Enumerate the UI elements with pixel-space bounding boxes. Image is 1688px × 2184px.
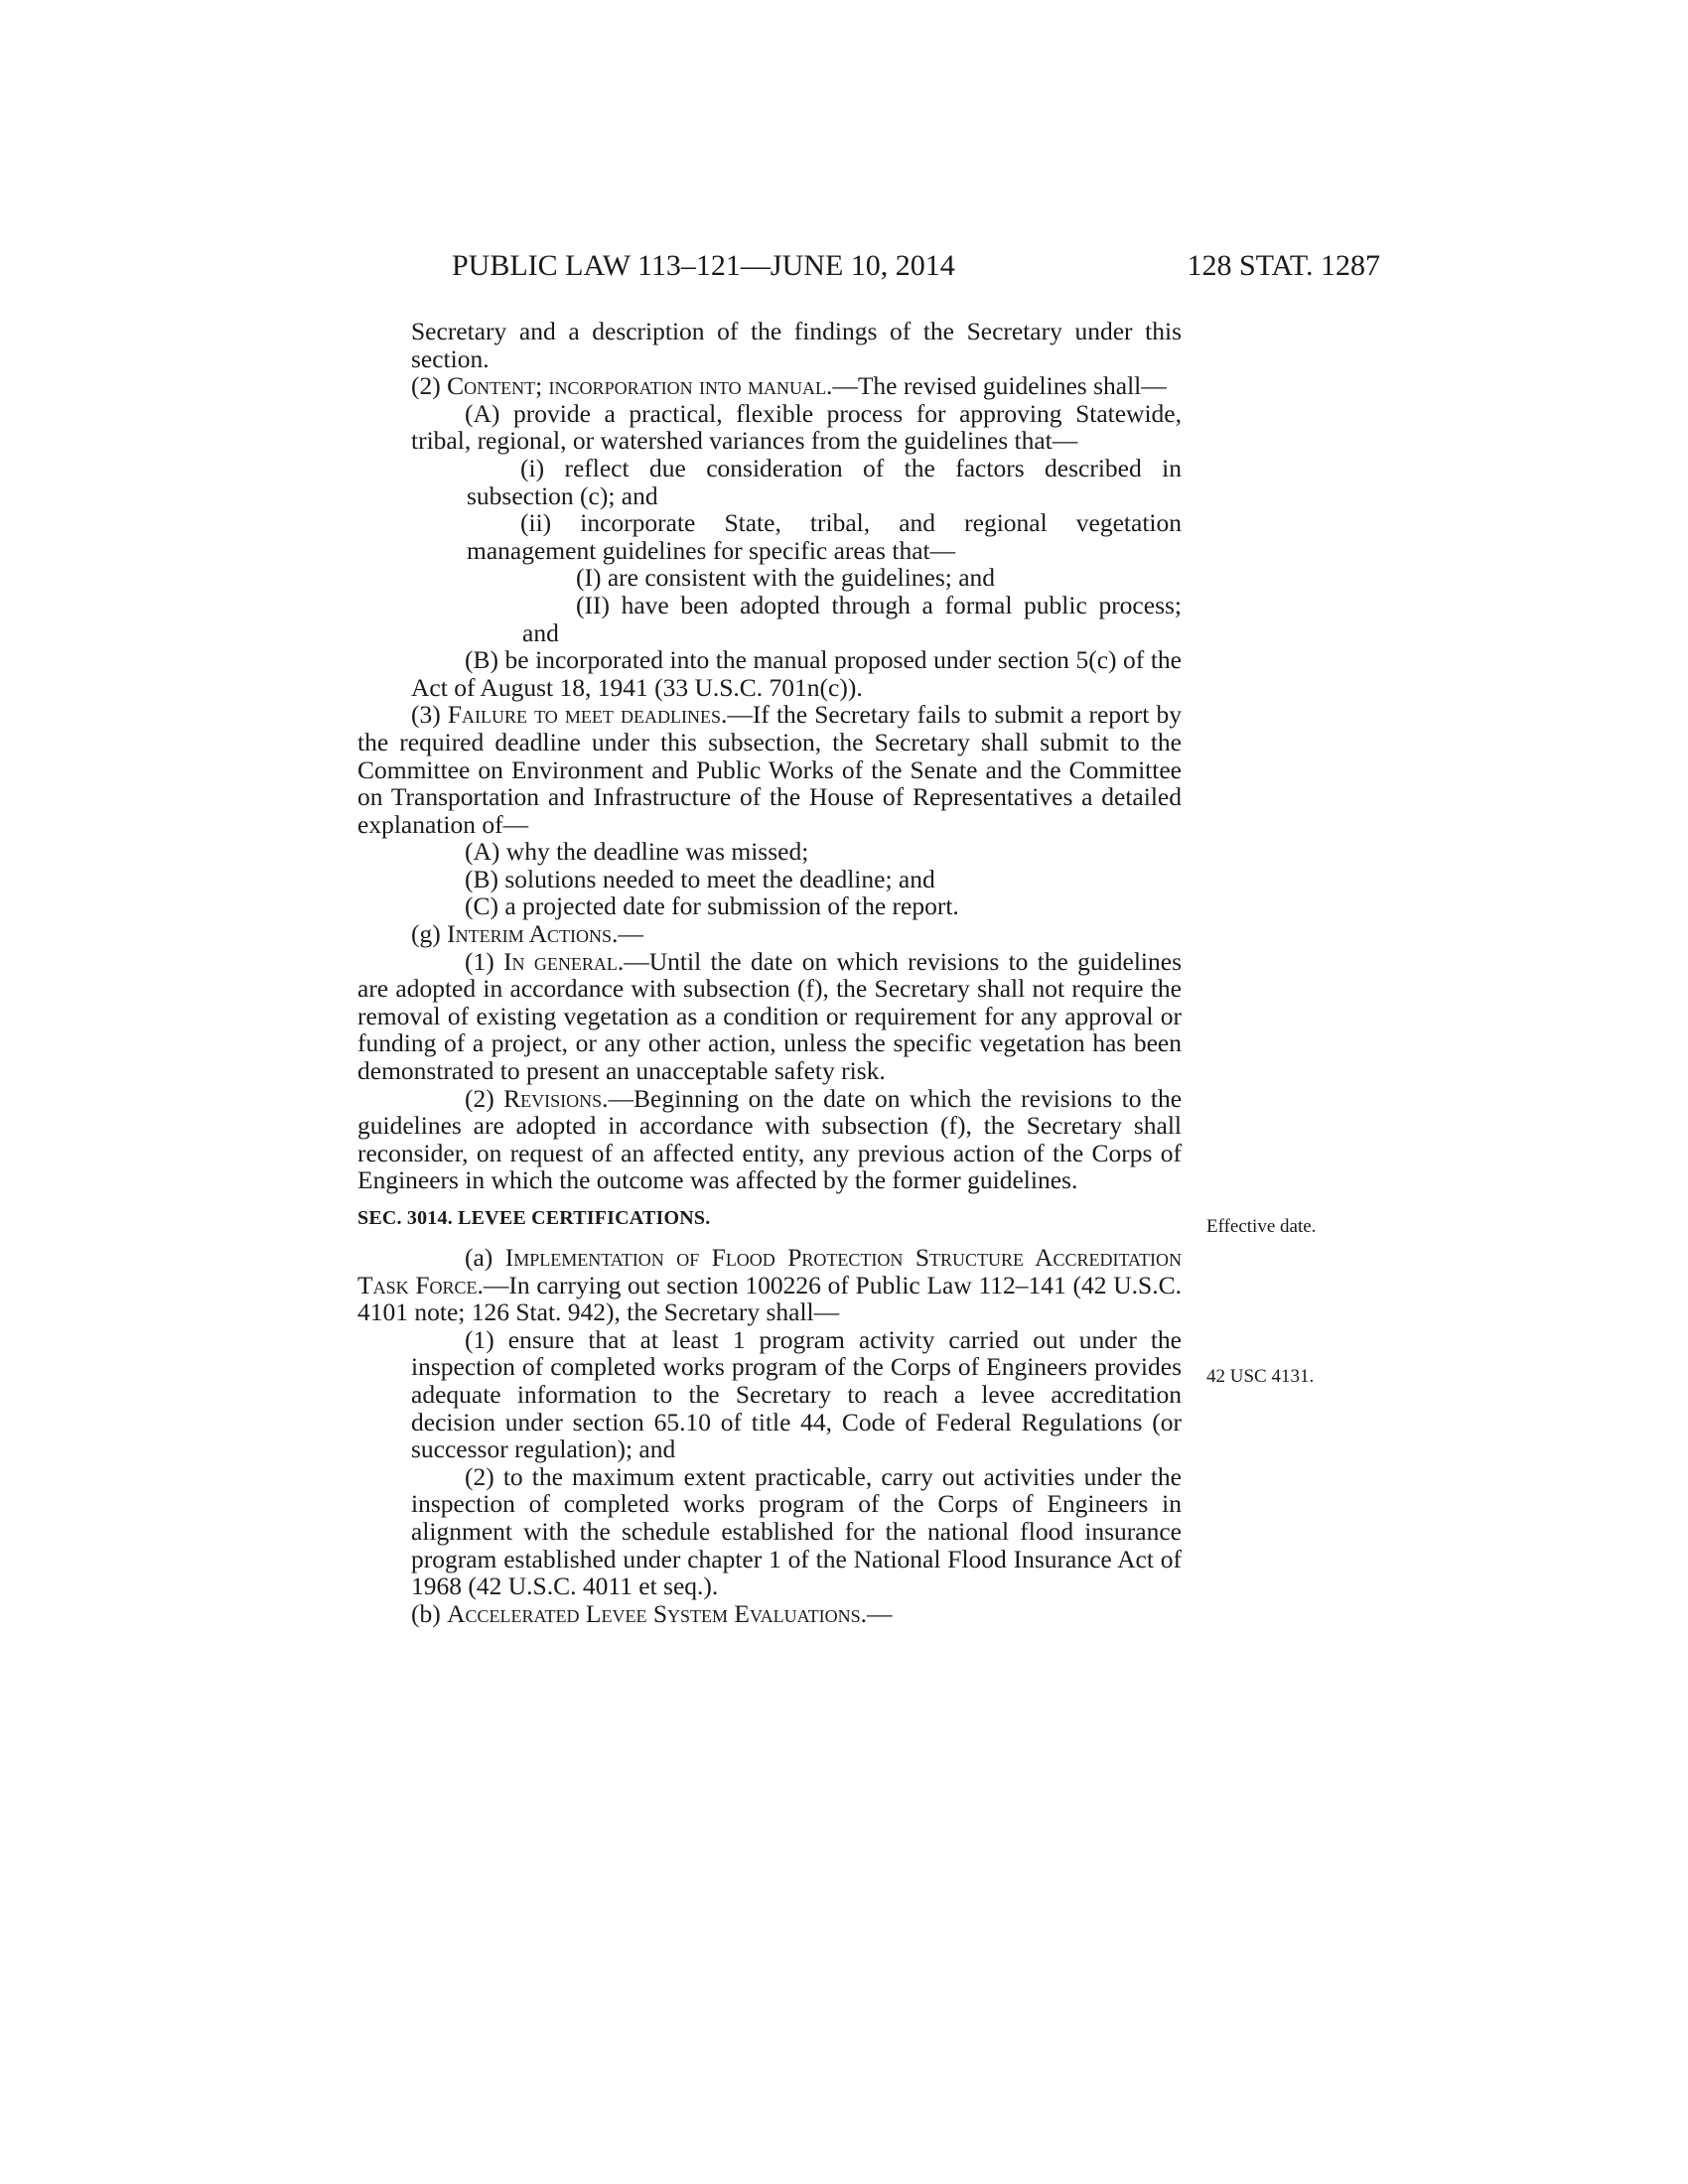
g-heading: Interim Actions [447, 919, 612, 949]
paragraph-f3 [357, 701, 1182, 838]
f2-number: (2) [411, 371, 448, 401]
paragraph-f2B: (B) be incorporated into the manual proposed under section 5(c) of the Act of August 18, 1941 (33 U.S.C. 701n(c)). [411, 645, 1182, 702]
paragraph-g1 [357, 948, 1182, 1085]
paragraph-intro: Secretary and a description of the findings of the Secretary under this section. [411, 317, 1182, 373]
running-title: PUBLIC LAW 113–121—JUNE 10, 2014 [452, 249, 955, 282]
margin-note-usc-cite: 42 USC 4131. [1206, 1366, 1315, 1387]
f3-text: .—If the Secretary fails to submit a report by the required deadline under this subsection, the Secretary shall submit to the Committee on Environment and Public Works of the Senate and the Committee on Transportation and Infrastructure of the House of Representatives a detailed explanation of— [357, 700, 1182, 839]
b-number: (b) [411, 1598, 448, 1628]
paragraph-a [357, 1244, 1182, 1326]
page-stat-number: 128 STAT. 1287 [1187, 249, 1380, 282]
g2-heading: Revisions [503, 1083, 603, 1113]
paragraph-a2: (2) to the maximum extent practicable, carry out activities under the inspection of completed works program of the Corps of Engineers in alignment with the schedule established for the national flood insurance program established under chapter 1 of the National Flood Insurance Act of 1968 (42 U.S.C. 4011 et seq.). [411, 1461, 1182, 1601]
g2-text: .—Beginning on the date on which the revisions to the guidelines are adopted in accordance with subsection (f), the Secretary shall reconsider, on request of an affected entity, any previous action of the Corps of Engineers in which the outcome was affected by the former guidelines. [357, 1083, 1183, 1195]
paragraph-g [357, 920, 1182, 948]
paragraph-f2 [357, 372, 1182, 400]
paragraph-f2A-ii-II: (II) have been adopted through a formal public process; and [522, 590, 1182, 647]
paragraph-a1: (1) ensure that at least 1 program activity carried out under the inspection of completed works program of the Corps of Engineers provides adequate information to the Secretary to reach a levee accreditation decision under section 65.10 of title 44, Code of Federal Regulations (or successor regulation); and [411, 1324, 1182, 1464]
section-heading: SEC. 3014. LEVEE CERTIFICATIONS. [357, 1207, 711, 1229]
paragraph-f3A: (A) why the deadline was missed; [465, 837, 809, 867]
g-number: (g) [411, 919, 448, 949]
f2-heading: Content; incorporation into manual [447, 371, 826, 401]
b-text: .— [860, 1598, 893, 1628]
a-heading: Implementation of Flood Protection Structure Accreditation Task Force [357, 1243, 1182, 1299]
f2-text: .—The revised guidelines shall— [825, 371, 1167, 401]
paragraph-g2 [357, 1085, 1182, 1194]
g-text: .— [611, 919, 643, 949]
g2-number: (2) [465, 1083, 504, 1113]
paragraph-b [357, 1600, 1182, 1628]
margin-note-effective-date: Effective date. [1206, 1216, 1317, 1237]
a-number: (a) [465, 1243, 505, 1272]
paragraph-f3B: (B) solutions needed to meet the deadline; and [465, 864, 935, 893]
paragraph-f2A: (A) provide a practical, flexible process for approving Statewide, tribal, regional, or watershed variances from the guidelines that— [411, 398, 1182, 456]
g1-heading: In general [503, 946, 618, 976]
paragraph-f2A-ii-I: (I) are consistent with the guidelines; and [576, 563, 996, 593]
paragraph-f2A-ii: (ii) incorporate State, tribal, and regional vegetation management guidelines for specific areas that— [467, 508, 1182, 565]
a-text: .—In carrying out section 100226 of Public Law 112–141 (42 U.S.C. 4101 note; 126 Stat. 942), the Secretary shall— [357, 1270, 1182, 1327]
g1-number: (1) [465, 946, 504, 976]
paragraph-f2A-i: (i) reflect due consideration of the factors described in subsection (c); and [467, 453, 1182, 510]
document-body [357, 318, 1182, 1627]
paragraph-f3C: (C) a projected date for submission of the report. [465, 891, 959, 921]
g1-text: .—Until the date on which revisions to the guidelines are adopted in accordance with subsection (f), the Secretary shall not require the removal of existing vegetation as a condition or requirement for any approval or funding of a project, or any other action, unless the specific vegetation has been demonstrated to present an unacceptable safety risk. [357, 946, 1182, 1086]
b-heading: Accelerated Levee System Evaluations [447, 1598, 861, 1628]
f3-heading: Failure to meet deadlines [447, 700, 721, 730]
f3-number: (3) [411, 700, 448, 730]
